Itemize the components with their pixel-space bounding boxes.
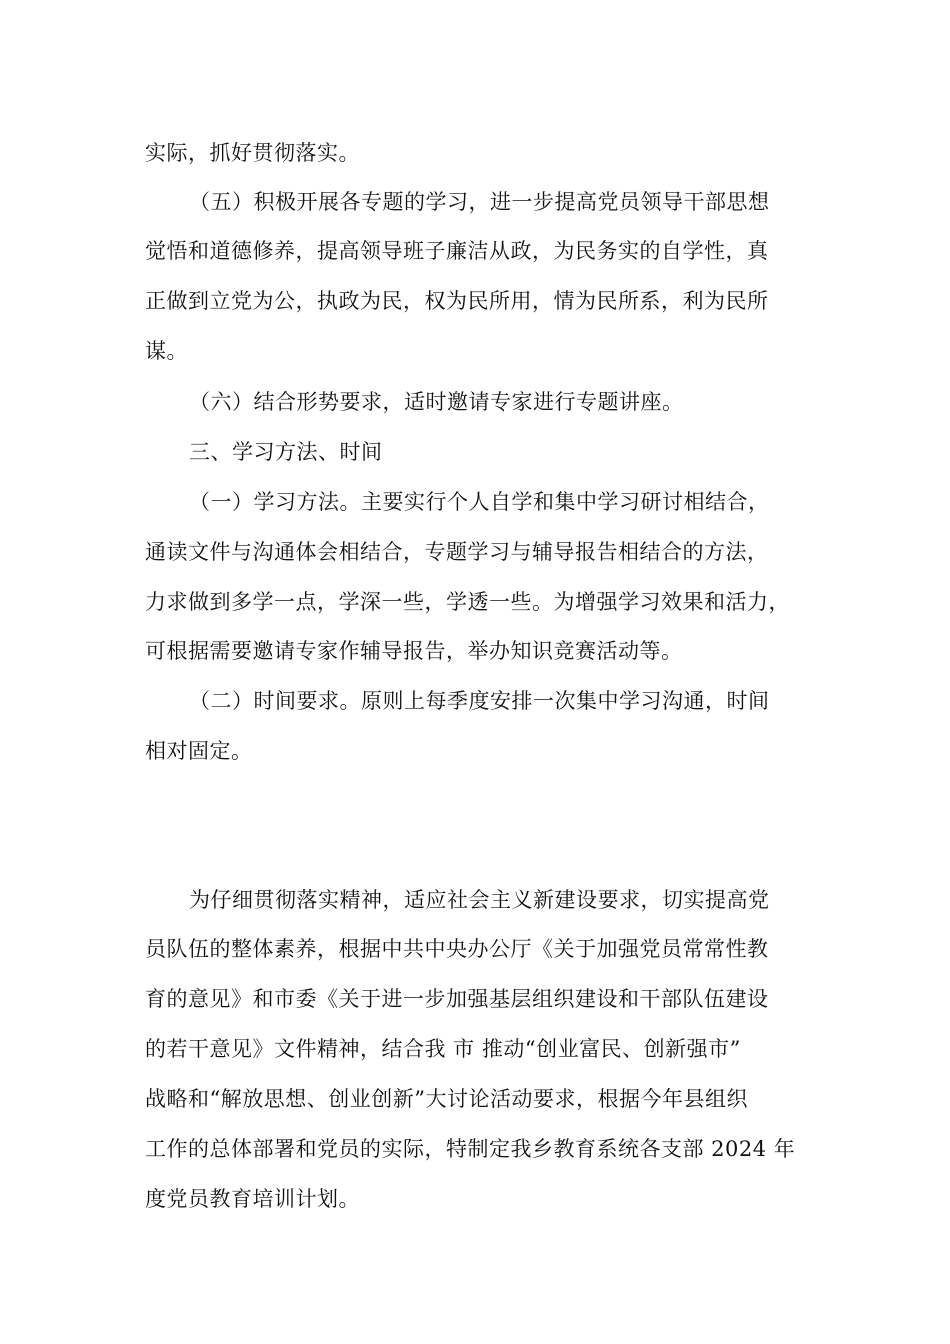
paragraph-item-6: （六）结合形势要求，适时邀请专家进行专题讲座。 (189, 390, 684, 414)
text-line: 育的意见》和市委《关于进一步加强基层组织建设和干部队伍建设 (145, 987, 769, 1011)
text-line: 实际，抓好贯彻落实。 (145, 141, 360, 165)
section-heading: 三、学习方法、时间 (189, 440, 383, 464)
text-line: 正做到立党为公，执政为民，权为民所用，情为民所系，利为民所 (145, 289, 769, 313)
text-line: 工作的总体部署和党员的实际，特制定我乡教育系统各支部 2024 年 (145, 1137, 796, 1161)
paragraph-item-2: （二）时间要求。原则上每季度安排一次集中学习沟通，时间 (189, 689, 770, 713)
text-line: 员队伍的整体素养，根据中共中央办公厅《关于加强党员常常性教 (145, 937, 769, 961)
text-line: 的若干意见》文件精神，结合我 市 推动“创业富民、创新强市” (145, 1037, 741, 1061)
paragraph-item-5: （五）积极开展各专题的学习，进一步提高党员领导干部思想 (189, 190, 770, 214)
paragraph-item-1: （一）学习方法。主要实行个人自学和集中学习研讨相结合， (189, 490, 770, 514)
text-line: 觉悟和道德修养，提高领导班子廉洁从政，为民务实的自学性，真 (145, 239, 769, 263)
text-line: 战略和“解放思想、创业创新”大讨论活动要求，根据今年县组织 (145, 1087, 748, 1111)
text-line: 谋。 (145, 339, 188, 363)
text-line: 可根据需要邀请专家作辅导报告，举办知识竞赛活动等。 (145, 639, 683, 663)
intro-paragraph: 为仔细贯彻落实精神，适应社会主义新建设要求，切实提高党 (189, 888, 770, 912)
text-line: 通读文件与沟通体会相结合，专题学习与辅导报告相结合的方法， (145, 540, 769, 564)
text-line: 度党员教育培训计划。 (145, 1187, 360, 1211)
text-line: 力求做到多学一点，学深一些，学透一些。为增强学习效果和活力， (145, 590, 790, 614)
text-line: 相对固定。 (145, 739, 253, 763)
